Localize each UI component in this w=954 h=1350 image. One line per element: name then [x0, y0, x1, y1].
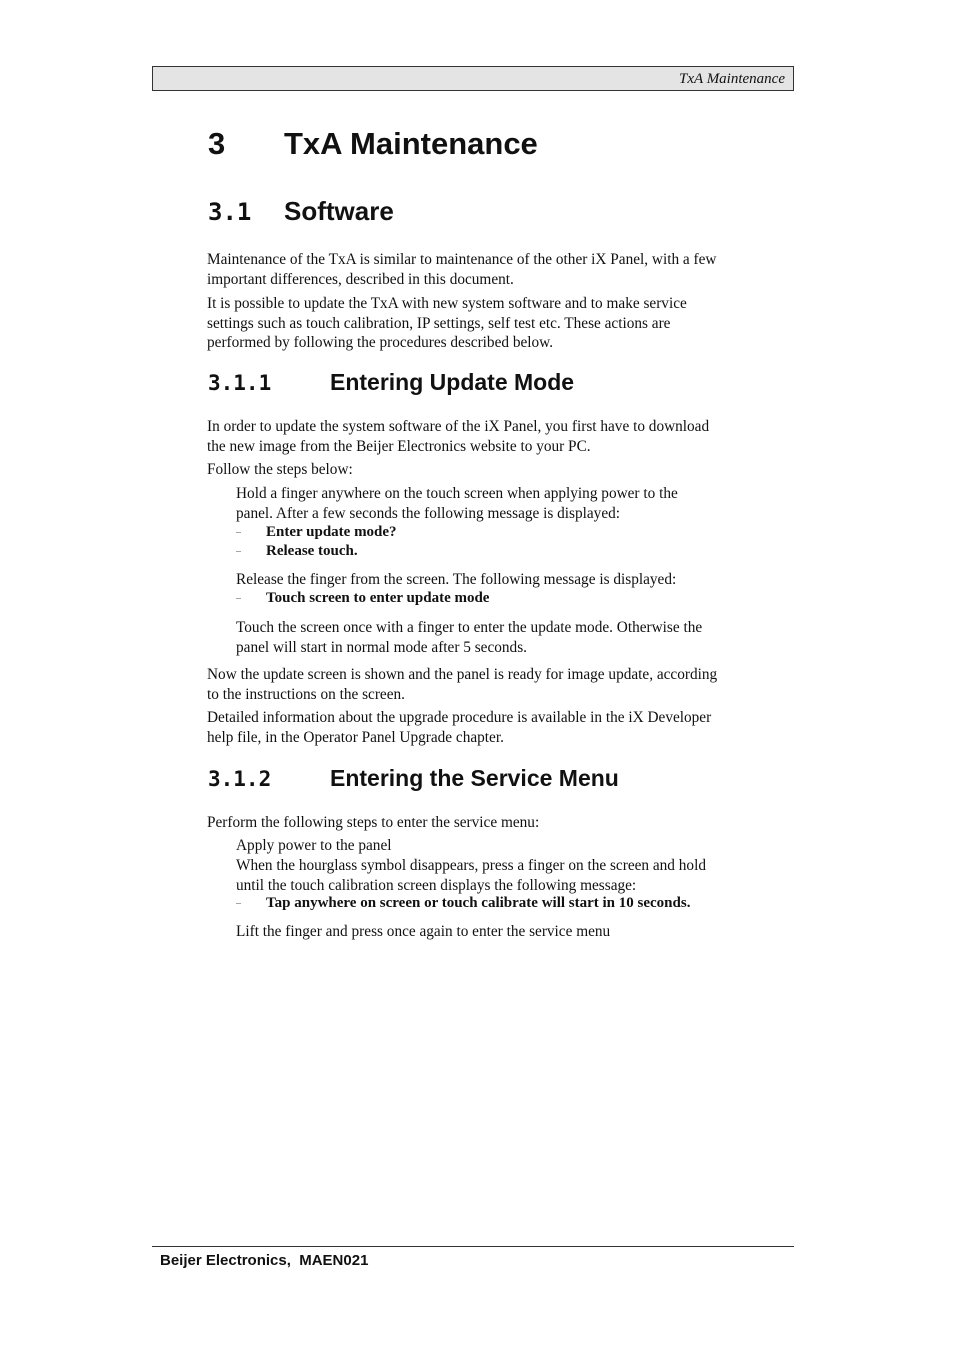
text-line: to the instructions on the screen. [207, 685, 405, 703]
subsection-title: Entering Update Mode [330, 369, 575, 395]
dash-bullet: – [236, 898, 241, 909]
running-header [152, 66, 794, 91]
text-line: important differences, described in this document. [207, 270, 514, 288]
text-line: the new image from the Beijer Electronics website to your PC. [207, 437, 591, 455]
message-text: Touch screen to enter update mode [266, 590, 490, 606]
update-step-1 [236, 484, 752, 523]
text-line: Maintenance of the TxA is similar to maintenance of the other iX Panel, with a few [207, 251, 717, 268]
text-line: help file, in the Operator Panel Upgrade chapter. [207, 728, 504, 746]
subsection-heading-update [208, 369, 574, 396]
update-outro-2 [207, 708, 752, 747]
service-intro: Perform the following steps to enter the service menu: [207, 814, 540, 831]
section-title: Software [284, 196, 394, 226]
dash-bullet: – [236, 527, 241, 538]
chapter-number: 3 [208, 126, 226, 161]
running-header-title: TxA Maintenance [679, 71, 785, 87]
service-step-2 [236, 856, 752, 895]
software-paragraph-1 [207, 250, 752, 289]
subsection-heading-service [208, 765, 619, 792]
text-line: When the hourglass symbol disappears, press a finger on the screen and hold [236, 857, 706, 874]
text-line: In order to update the system software of the iX Panel, you first have to download [207, 418, 710, 435]
footer-text: Beijer Electronics, MAEN021 [160, 1252, 369, 1269]
text-line: performed by following the procedures described below. [207, 334, 554, 351]
text-line: It is possible to update the TxA with new system software and to make service [207, 295, 687, 312]
chapter-heading [208, 126, 538, 162]
service-step-3: Lift the finger and press once again to enter the service menu [236, 923, 611, 940]
section-number: 3.1 [208, 198, 252, 226]
message-text: Release touch. [266, 543, 358, 559]
text-line: until the touch calibration screen displays the following message: [236, 876, 637, 894]
message-text: Enter update mode? [266, 524, 397, 540]
section-heading-software [208, 196, 394, 227]
dash-bullet: – [236, 546, 241, 557]
message-text: Tap anywhere on screen or touch calibrate will start in 10 seconds. [266, 895, 691, 911]
text-line: Detailed information about the upgrade procedure is available in the iX Developer [207, 709, 712, 726]
update-step-3 [236, 618, 752, 657]
text-line: Touch the screen once with a finger to enter the update mode. Otherwise the [236, 619, 703, 636]
chapter-title: TxA Maintenance [284, 126, 538, 161]
update-intro [207, 417, 752, 456]
update-follow: Follow the steps below: [207, 461, 353, 478]
text-line: Now the update screen is shown and the panel is ready for image update, according [207, 666, 718, 683]
subsection-number: 3.1.2 [208, 767, 272, 791]
footer-divider [152, 1246, 794, 1247]
text-line: panel. After a few seconds the following message is displayed: [236, 504, 621, 522]
dash-bullet: – [236, 593, 241, 604]
subsection-title: Entering the Service Menu [330, 765, 619, 791]
update-outro-1 [207, 665, 752, 704]
text-line: settings such as touch calibration, IP settings, self test etc. These actions are [207, 314, 671, 332]
service-step-1: Apply power to the panel [236, 837, 392, 854]
text-line: Hold a finger anywhere on the touch screen when applying power to the [236, 485, 678, 502]
software-paragraph-2 [207, 294, 752, 353]
subsection-number: 3.1.1 [208, 371, 272, 395]
text-line: panel will start in normal mode after 5 seconds. [236, 638, 527, 656]
update-step-2: Release the finger from the screen. The following message is displayed: [236, 571, 677, 588]
